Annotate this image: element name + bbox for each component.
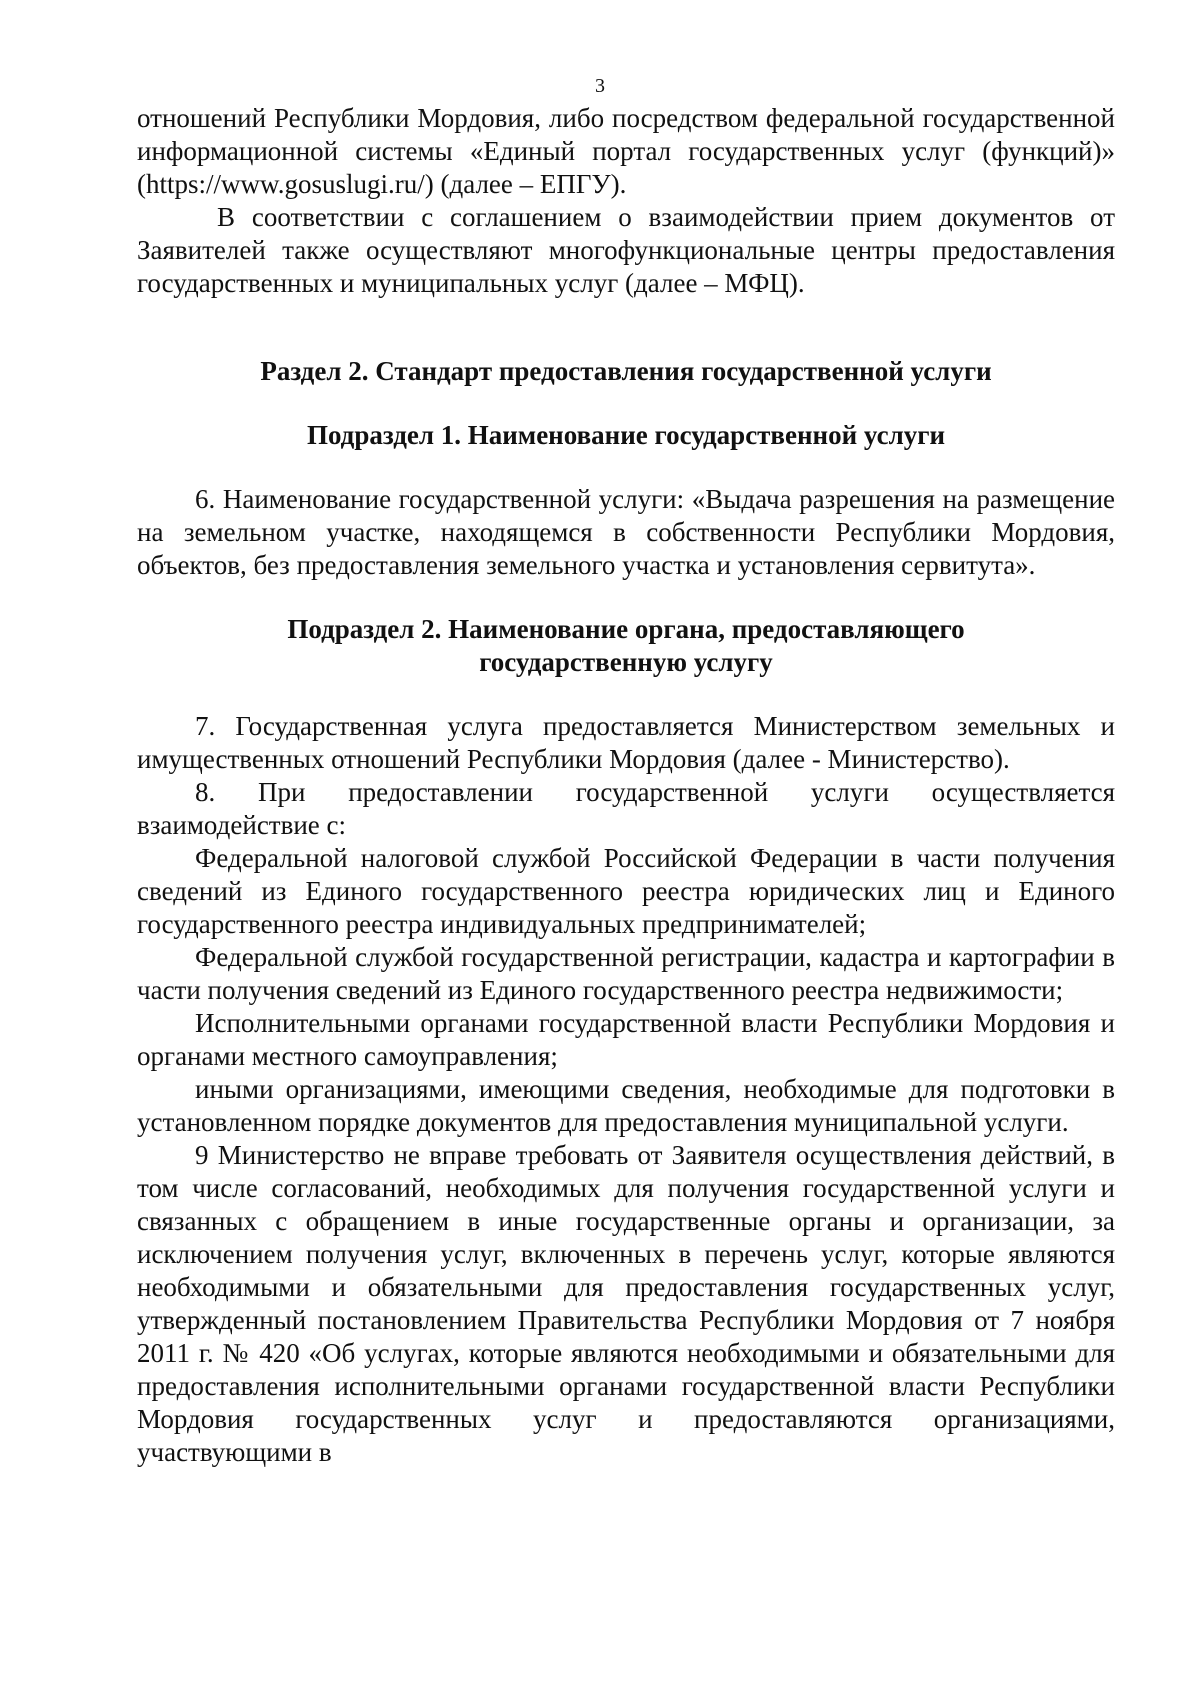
paragraph-7: 7. Государственная услуга предоставляется Министерством земельных и имущественных отношений Республики Мордовия (далее - Министерство). — [137, 711, 1115, 774]
section-2-heading: Раздел 2. Стандарт предоставления государственной услуги — [260, 356, 992, 386]
paragraph-8-fns: Федеральной налоговой службой Российской Федерации в части получения сведений из Единого государственного реестра юридических лиц и Единого государственного реестра индивидуальных предпринимателей; — [137, 843, 1115, 939]
subsection-2-heading-line-2: государственную услугу — [479, 647, 773, 677]
subsection-1-heading: Подраздел 1. Наименование государственной услуги — [306, 420, 946, 450]
paragraph-8-executive: Исполнительными органами государственной власти Республики Мордовия и органами местного самоуправления; — [137, 1008, 1115, 1071]
subsection-2-heading-line-1: Подраздел 2. Наименование органа, предоставляющего — [287, 614, 965, 644]
paragraph-9: 9 Министерство не вправе требовать от Заявителя осуществления действий, в том числе согласований, необходимых для получения государственной услуги и связанных с обращением в иные государственные органы и организации, за исключением получения услуг, включенных в перечень услуг, которые являются необходимыми и обязательными для предоставления государственных услуг, утвержденный постановлением Правительства Республики Мордовия от 7 ноября 2011 г. № 420 «Об услугах, которые являются необходимыми и обязательными для предоставления исполнительными органами государственной власти Республики Мордовия государственных услуг и предоставляются организациями, участвующими в — [137, 1140, 1115, 1467]
paragraph-6: 6. Наименование государственной услуги: «Выдача разрешения на размещение на земельном участке, находящемся в собственности Республики Мордовия, объектов, без предоставления земельного участка и установления сервитута». — [137, 484, 1115, 580]
page-number: 3 — [595, 75, 605, 97]
subsection-2-heading — [137, 613, 1115, 679]
paragraph-8-rosreestr: Федеральной службой государственной регистрации, кадастра и картографии в части получения сведений из Единого государственного реестра недвижимости; — [137, 942, 1115, 1005]
paragraph-8: 8. При предоставлении государственной услуги осуществляется взаимодействие с: — [137, 777, 1115, 840]
intro-paragraph-mfc: В соответствии с соглашением о взаимодействии прием документов от Заявителей также осуществляют многофункциональные центры предоставления государственных и муниципальных услуг (далее – МФЦ). — [137, 202, 1115, 298]
document-body — [137, 102, 1115, 1469]
intro-paragraph-continuation: отношений Республики Мордовия, либо посредством федеральной государственной информационной системы «Единый портал государственных услуг (функций)» (https://www.gosuslugi.ru/) (далее – ЕПГУ). — [137, 103, 1115, 199]
paragraph-8-other: иными организациями, имеющими сведения, необходимые для подготовки в установленном порядке документов для предоставления муниципальной услуги. — [137, 1074, 1115, 1137]
